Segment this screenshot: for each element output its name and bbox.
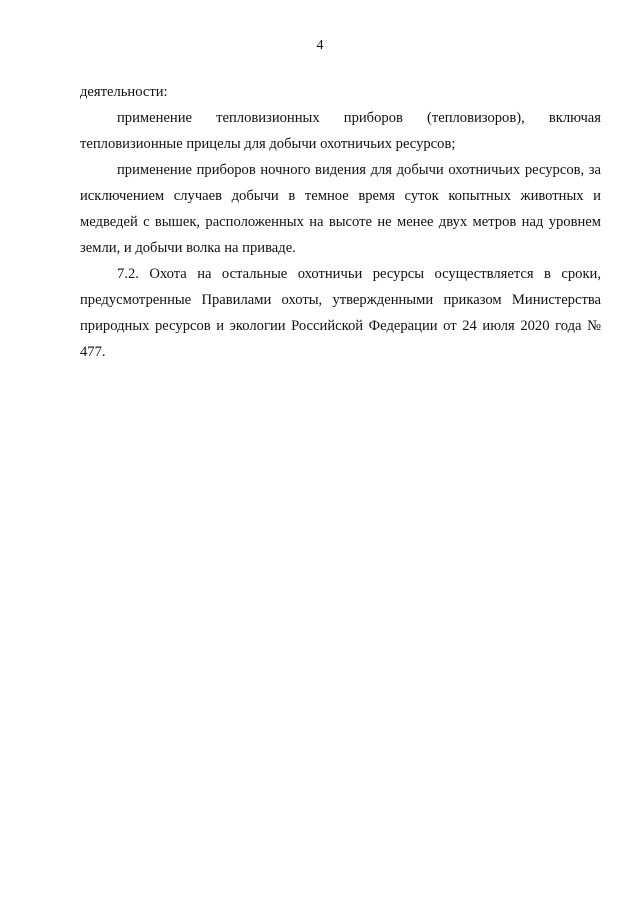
paragraph-continuation: деятельности:: [80, 84, 168, 100]
paragraph-night-vision: применение приборов ночного видения для добычи охотничьих ресурсов, за исключением случаев добычи в темное время суток копытных животных и медведей с вышек, расположенных на высоте не менее двух метров над уровнем земли, и добычи волка на приваде.: [80, 162, 601, 256]
page-number: 4: [316, 38, 324, 53]
paragraph-clause-7-2: 7.2. Охота на остальные охотничьи ресурсы осуществляется в сроки, предусмотренные Правилами охоты, утвержденными приказом Министерства природных ресурсов и экологии Российской Федерации от 24 июля 2020 года № 477.: [80, 266, 601, 360]
paragraph-thermal-imaging: применение тепловизионных приборов (тепловизоров), включая тепловизионные прицелы для добычи охотничьих ресурсов;: [80, 110, 601, 152]
document-body: [80, 79, 601, 365]
